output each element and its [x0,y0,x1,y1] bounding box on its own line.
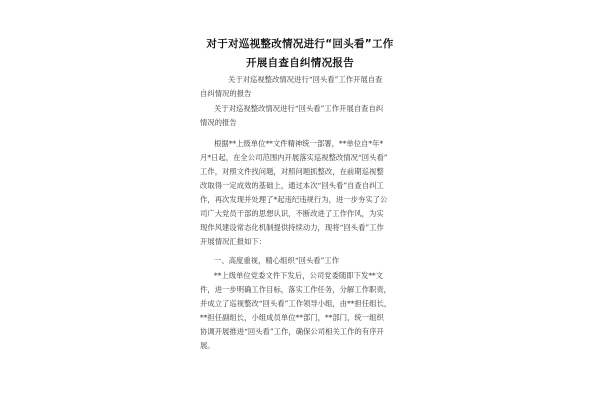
heading-repeat-line-4: 情况的报告 [200,118,237,127]
paragraph-line: **上级单位党委文件下发后，公司党委随即下发**文 [214,271,384,280]
heading-repeat-line-3: 关于对巡视整改情况进行“回头看”工作开展自查自纠 [214,104,384,113]
section-heading: 一、高度重视，精心组织“回头看”工作 [214,256,340,265]
paragraph-line: 作，再次发现并处理了*起违纪违规行为，进一步夯实了公 [200,195,388,204]
heading-repeat-line-2: 自纠情况的报告 [200,89,252,98]
paragraph-line: 协调开展推进“回头看”工作，确保公司相关工作的有序开 [200,327,384,336]
paragraph-line: 件，进一步明确工作目标，落实工作任务，分解工作职责， [200,285,392,294]
paragraph-line: **担任副组长，小组成员单位**部门，**部门，统一组织 [200,313,384,322]
paragraph-line: 根据**上级单位**文件精神统一部署，**单位自*年* [214,139,384,148]
paragraph-line: 现作风建设常态化机制提供持续动力，现将“回头看”工作 [200,223,384,232]
paragraph-line: 改取得一定成效的基础上，通过本次“回头看”自查自纠工 [200,181,384,190]
document-title-line-1: 对于对巡视整改情况进行“回头看”工作 [206,38,394,50]
paragraph-line: 司广大党员干部的思想认识，不断改进了工作作风，为实 [200,209,384,218]
paragraph-line: 开展情况汇报如下： [200,237,267,246]
paragraph-line: 并成立了巡视整改“回头看”工作领导小组，由**担任组长， [200,299,392,308]
paragraph-line: 工作，对照文件找问题，对照问题抓整改，在前期巡视整 [200,167,384,176]
heading-repeat-line-1: 关于对巡视整改情况进行“回头看”工作开展自查 [228,75,383,84]
document-title-line-2: 开展自查自纠情况报告 [246,57,354,69]
paragraph-line: 月*日起，在全公司范围内开展落实巡视整改情况“回头看” [200,153,388,162]
paragraph-line: 展。 [200,341,215,350]
